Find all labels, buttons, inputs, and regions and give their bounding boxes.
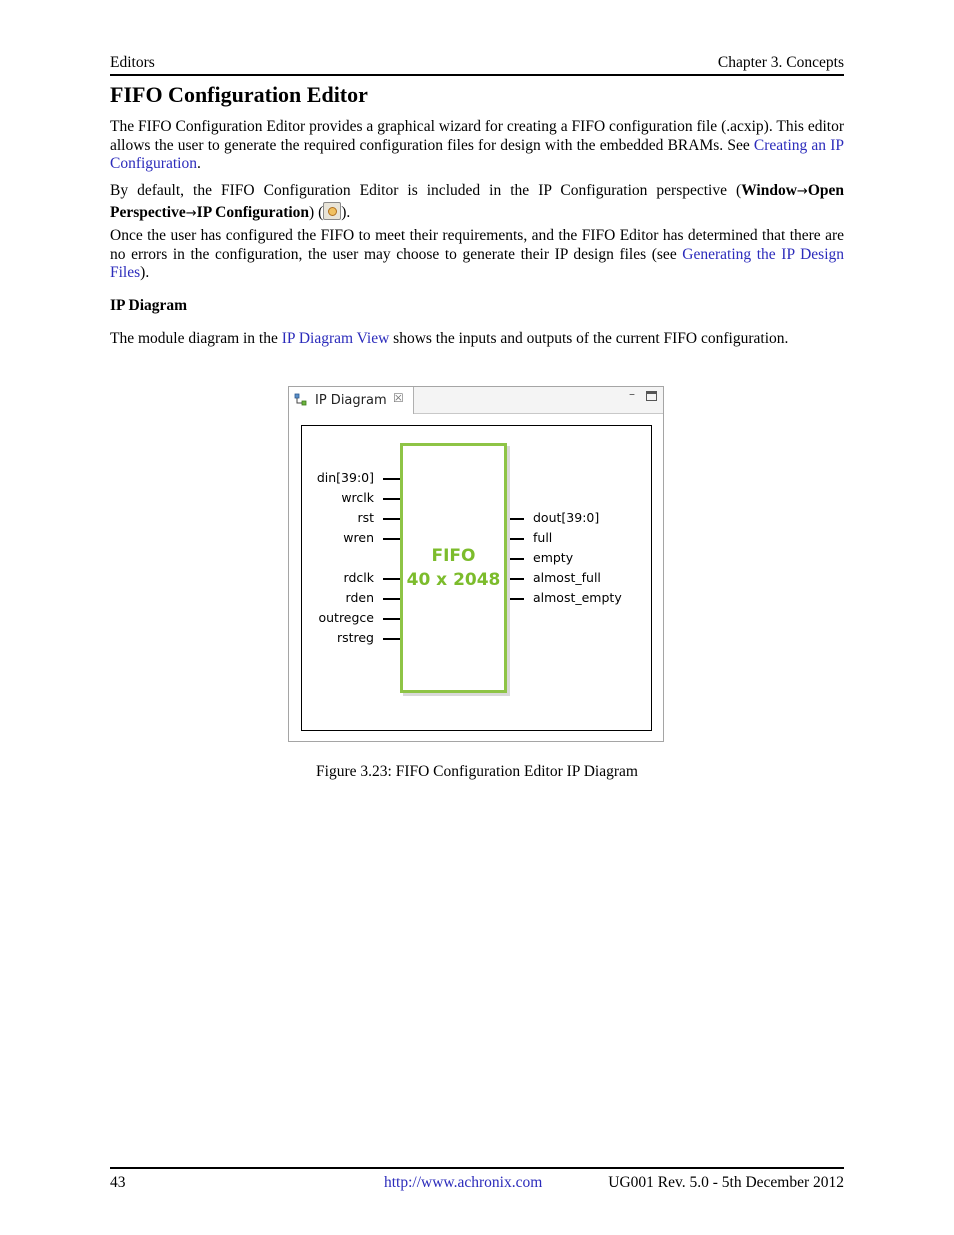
minimize-icon[interactable]: – <box>629 387 635 401</box>
output-pin <box>507 518 524 520</box>
maximize-icon[interactable] <box>646 391 657 401</box>
header-rule <box>110 74 844 76</box>
figure-caption: Figure 3.23: FIFO Configuration Editor IP Diagram <box>316 763 638 780</box>
close-icon[interactable]: ☒ <box>393 391 404 405</box>
output-pin <box>507 558 524 560</box>
input-signal-label: wren <box>343 530 374 545</box>
paragraph-default-after: ) ( <box>309 203 324 221</box>
input-pin <box>383 498 400 500</box>
section-title: FIFO Configuration Editor <box>110 82 368 107</box>
output-signal-label: almost_full <box>533 570 601 585</box>
arrow-icon: → <box>796 184 808 199</box>
paragraph-ip-diagram <box>110 330 844 349</box>
link-generating-ip-design-files[interactable]: Generating the IP Design Files <box>110 245 844 281</box>
menu-open-perspective: Open Perspective <box>110 182 844 221</box>
footer-url-link[interactable]: http://www.achronix.com <box>384 1174 543 1191</box>
paragraph-default-text: By default, the FIFO Configuration Editor is included in the IP Configuration perspective ( <box>110 182 742 199</box>
fifo-block-size: 40 x 2048 <box>406 570 501 590</box>
input-pin <box>383 578 400 580</box>
link-creating-ip-configuration[interactable]: Creating an IP Configuration <box>110 136 844 172</box>
paragraph-generate <box>110 227 844 283</box>
output-signal-label: dout[39:0] <box>533 510 600 525</box>
footer-document-id: UG001 Rev. 5.0 - 5th December 2012 <box>608 1174 844 1191</box>
paragraph-generate-text: Once the user has configured the FIFO to meet their requirements, and the FIFO Editor has determined that there are no errors in the configuration, the user may choose to generate their IP design files (see <box>110 227 844 263</box>
page-number: 43 <box>110 1174 126 1191</box>
ip-configuration-perspective-icon <box>323 202 341 220</box>
paragraph-intro-text: The FIFO Configuration Editor provides a graphical wizard for creating a FIFO configuration file (.acxip). This editor allows the user to generate the required configuration files for design with the embedded BRAMs. See <box>110 118 844 154</box>
input-signal-label: rden <box>345 590 374 605</box>
input-pin <box>383 518 400 520</box>
ip-diagram-panel <box>288 386 664 742</box>
output-signal-label: full <box>533 530 553 545</box>
tab-ip-diagram-label: IP Diagram <box>315 393 387 408</box>
header-chapter: Chapter 3. Concepts <box>717 54 844 71</box>
input-signal-label: rstreg <box>336 630 374 645</box>
output-signal-label: almost_empty <box>533 590 622 605</box>
paragraph-default-end: ). <box>341 203 351 221</box>
ip-diagram-icon <box>294 393 308 407</box>
paragraph-default-perspective <box>110 182 844 223</box>
menu-window: Window <box>741 182 797 199</box>
menu-ip-configuration: IP Configuration <box>196 203 310 221</box>
link-ip-diagram-view[interactable]: IP Diagram View <box>281 330 390 347</box>
input-pin <box>383 618 400 620</box>
paragraph-ip-diagram-end: shows the inputs and outputs of the current FIFO configuration. <box>389 330 789 347</box>
panel-tab-bar <box>289 387 663 414</box>
input-pin <box>383 598 400 600</box>
footer-rule <box>110 1167 844 1169</box>
tab-ip-diagram[interactable] <box>289 387 414 414</box>
output-signal-label: empty <box>533 550 574 565</box>
output-pin <box>507 598 524 600</box>
fifo-block <box>400 443 507 693</box>
input-pin <box>383 638 400 640</box>
header-section: Editors <box>110 54 155 71</box>
input-pin <box>383 538 400 540</box>
input-signal-label: rst <box>357 510 374 525</box>
paragraph-generate-end: ). <box>140 264 150 281</box>
input-signal-label: rdclk <box>343 570 374 585</box>
paragraph-ip-diagram-text: The module diagram in the <box>110 330 282 347</box>
output-pin <box>507 578 524 580</box>
fifo-module-diagram <box>301 425 652 731</box>
input-signal-label: din[39:0] <box>316 470 374 485</box>
input-pin <box>383 478 400 480</box>
paragraph-intro-end: . <box>196 155 201 172</box>
subsection-title: IP Diagram <box>110 297 188 314</box>
fifo-block-title: FIFO <box>431 546 476 566</box>
input-signal-label: wrclk <box>341 490 374 505</box>
input-signal-label: outregce <box>318 610 374 625</box>
output-pin <box>507 538 524 540</box>
arrow-icon: → <box>185 205 197 221</box>
paragraph-intro <box>110 118 844 174</box>
